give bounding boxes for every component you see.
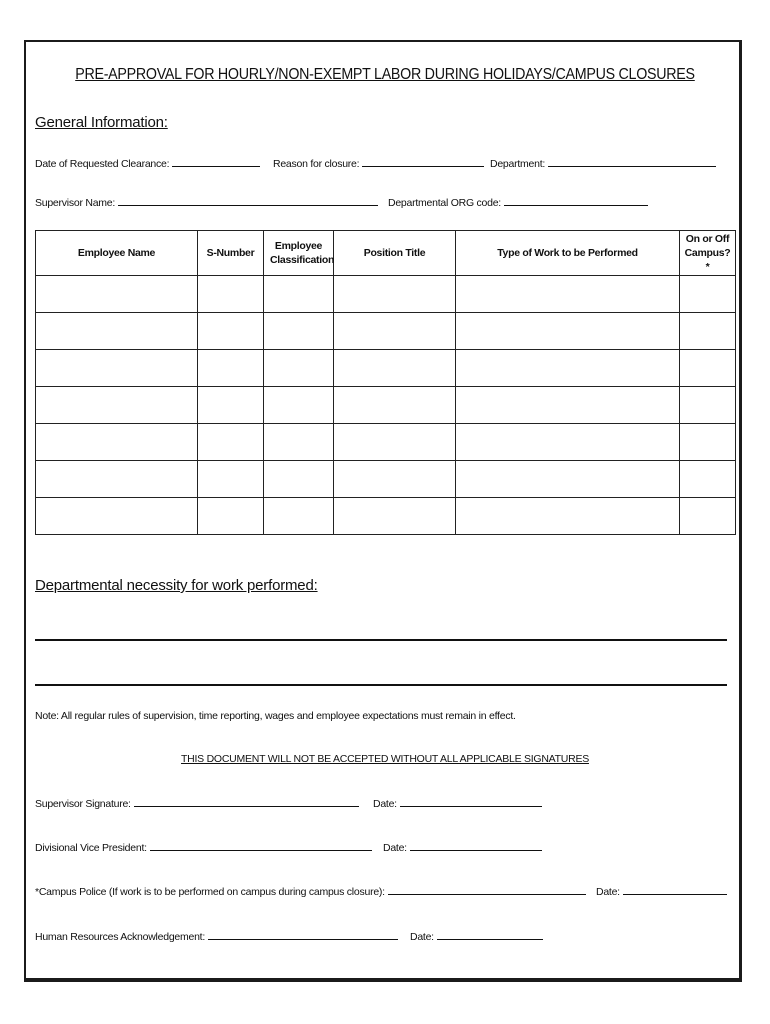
table-cell[interactable] — [198, 313, 264, 350]
general-info-heading: General Information: — [35, 114, 168, 131]
table-cell[interactable] — [198, 424, 264, 461]
department-field — [490, 158, 716, 170]
table-cell[interactable] — [334, 387, 456, 424]
table-cell[interactable] — [36, 424, 198, 461]
table-body — [36, 276, 736, 535]
date-clearance-label: Date of Requested Clearance: — [35, 158, 170, 170]
table-cell[interactable] — [456, 424, 680, 461]
supervisor-signature-blank[interactable] — [134, 806, 359, 807]
reason-label: Reason for closure: — [273, 158, 360, 170]
table-cell[interactable] — [456, 350, 680, 387]
table-row — [36, 424, 736, 461]
supervisor-name-label: Supervisor Name: — [35, 197, 116, 209]
reason-field — [273, 158, 484, 170]
table-cell[interactable] — [334, 350, 456, 387]
supervisor-signature-label: Supervisor Signature: — [35, 798, 131, 810]
table-header-row — [36, 231, 736, 276]
table-cell[interactable] — [36, 350, 198, 387]
table-row — [36, 350, 736, 387]
police-date-blank[interactable] — [623, 894, 727, 895]
table-cell[interactable] — [198, 498, 264, 535]
table-row — [36, 498, 736, 535]
vp-signature-label: Divisional Vice President: — [35, 842, 147, 854]
table-cell[interactable] — [36, 498, 198, 535]
vp-date-field — [383, 842, 542, 854]
table-cell[interactable] — [36, 313, 198, 350]
supervisor-name-blank[interactable] — [118, 205, 378, 206]
table-cell[interactable] — [456, 313, 680, 350]
department-label: Department: — [490, 158, 546, 170]
col-header-on-off-campus: On or Off Campus?* — [680, 231, 736, 276]
table-cell[interactable] — [334, 313, 456, 350]
hr-date-label: Date: — [410, 931, 434, 943]
hr-signature-blank[interactable] — [208, 939, 398, 940]
hr-signature-label: Human Resources Acknowledgement: — [35, 931, 206, 943]
table-cell[interactable] — [264, 313, 334, 350]
vp-date-label: Date: — [383, 842, 407, 854]
vp-signature-blank[interactable] — [150, 850, 372, 851]
table-cell[interactable] — [36, 387, 198, 424]
org-code-blank[interactable] — [504, 205, 648, 206]
col-header-work-type: Type of Work to be Performed — [456, 231, 680, 276]
hr-date-field — [410, 931, 543, 943]
signatures-warning: THIS DOCUMENT WILL NOT BE ACCEPTED WITHOUT ALL APPLICABLE SIGNATURES — [181, 753, 589, 765]
hr-signature-field — [35, 931, 398, 943]
col-header-employee-name: Employee Name — [36, 231, 198, 276]
table-cell[interactable] — [680, 498, 736, 535]
vp-date-blank[interactable] — [410, 850, 542, 851]
table-cell[interactable] — [264, 498, 334, 535]
reason-blank[interactable] — [362, 166, 484, 167]
table-cell[interactable] — [198, 387, 264, 424]
police-date-label: Date: — [596, 886, 620, 898]
table-row — [36, 387, 736, 424]
table-cell[interactable] — [198, 350, 264, 387]
date-clearance-field — [35, 158, 260, 170]
table-cell[interactable] — [680, 350, 736, 387]
table-cell[interactable] — [198, 276, 264, 313]
police-signature-blank[interactable] — [388, 894, 586, 895]
table-cell[interactable] — [680, 424, 736, 461]
col-header-position-title: Position Title — [334, 231, 456, 276]
supervisor-date-field — [373, 798, 542, 810]
table-cell[interactable] — [334, 424, 456, 461]
date-clearance-blank[interactable] — [172, 166, 260, 167]
table-cell[interactable] — [36, 461, 198, 498]
employee-table — [35, 230, 736, 535]
col-header-classification: Employee Classification — [264, 231, 334, 276]
table-cell[interactable] — [456, 498, 680, 535]
department-blank[interactable] — [548, 166, 716, 167]
table-cell[interactable] — [680, 461, 736, 498]
necessity-line-1[interactable] — [35, 639, 727, 641]
supervisor-signature-field — [35, 798, 359, 810]
org-code-label: Departmental ORG code: — [388, 197, 501, 209]
vp-signature-field — [35, 842, 372, 854]
police-signature-label: *Campus Police (If work is to be performed on campus during campus closure): — [35, 886, 385, 898]
police-signature-field — [35, 886, 586, 898]
table-cell[interactable] — [680, 313, 736, 350]
table-cell[interactable] — [680, 387, 736, 424]
table-cell[interactable] — [198, 461, 264, 498]
police-date-field — [596, 886, 727, 898]
table-cell[interactable] — [456, 276, 680, 313]
table-cell[interactable] — [264, 461, 334, 498]
table-cell[interactable] — [456, 461, 680, 498]
col-header-s-number: S-Number — [198, 231, 264, 276]
table-cell[interactable] — [264, 350, 334, 387]
table-cell[interactable] — [264, 424, 334, 461]
table-cell[interactable] — [264, 276, 334, 313]
table-cell[interactable] — [36, 276, 198, 313]
form-title: PRE-APPROVAL FOR HOURLY/NON-EXEMPT LABOR DURING HOLIDAYS/CAMPUS CLOSURES — [75, 66, 695, 83]
hr-date-blank[interactable] — [437, 939, 543, 940]
supervisor-date-blank[interactable] — [400, 806, 542, 807]
note-text: Note: All regular rules of supervision, time reporting, wages and employee expectations must remain in effect. — [35, 710, 516, 722]
table-cell[interactable] — [334, 276, 456, 313]
org-code-field — [388, 197, 648, 209]
table-row — [36, 276, 736, 313]
table-cell[interactable] — [680, 276, 736, 313]
table-cell[interactable] — [334, 461, 456, 498]
supervisor-name-field — [35, 197, 378, 209]
table-cell[interactable] — [264, 387, 334, 424]
necessity-line-2[interactable] — [35, 684, 727, 686]
table-cell[interactable] — [456, 387, 680, 424]
necessity-heading: Departmental necessity for work performed: — [35, 577, 318, 594]
supervisor-date-label: Date: — [373, 798, 397, 810]
table-cell[interactable] — [334, 498, 456, 535]
table-row — [36, 313, 736, 350]
table-row — [36, 461, 736, 498]
